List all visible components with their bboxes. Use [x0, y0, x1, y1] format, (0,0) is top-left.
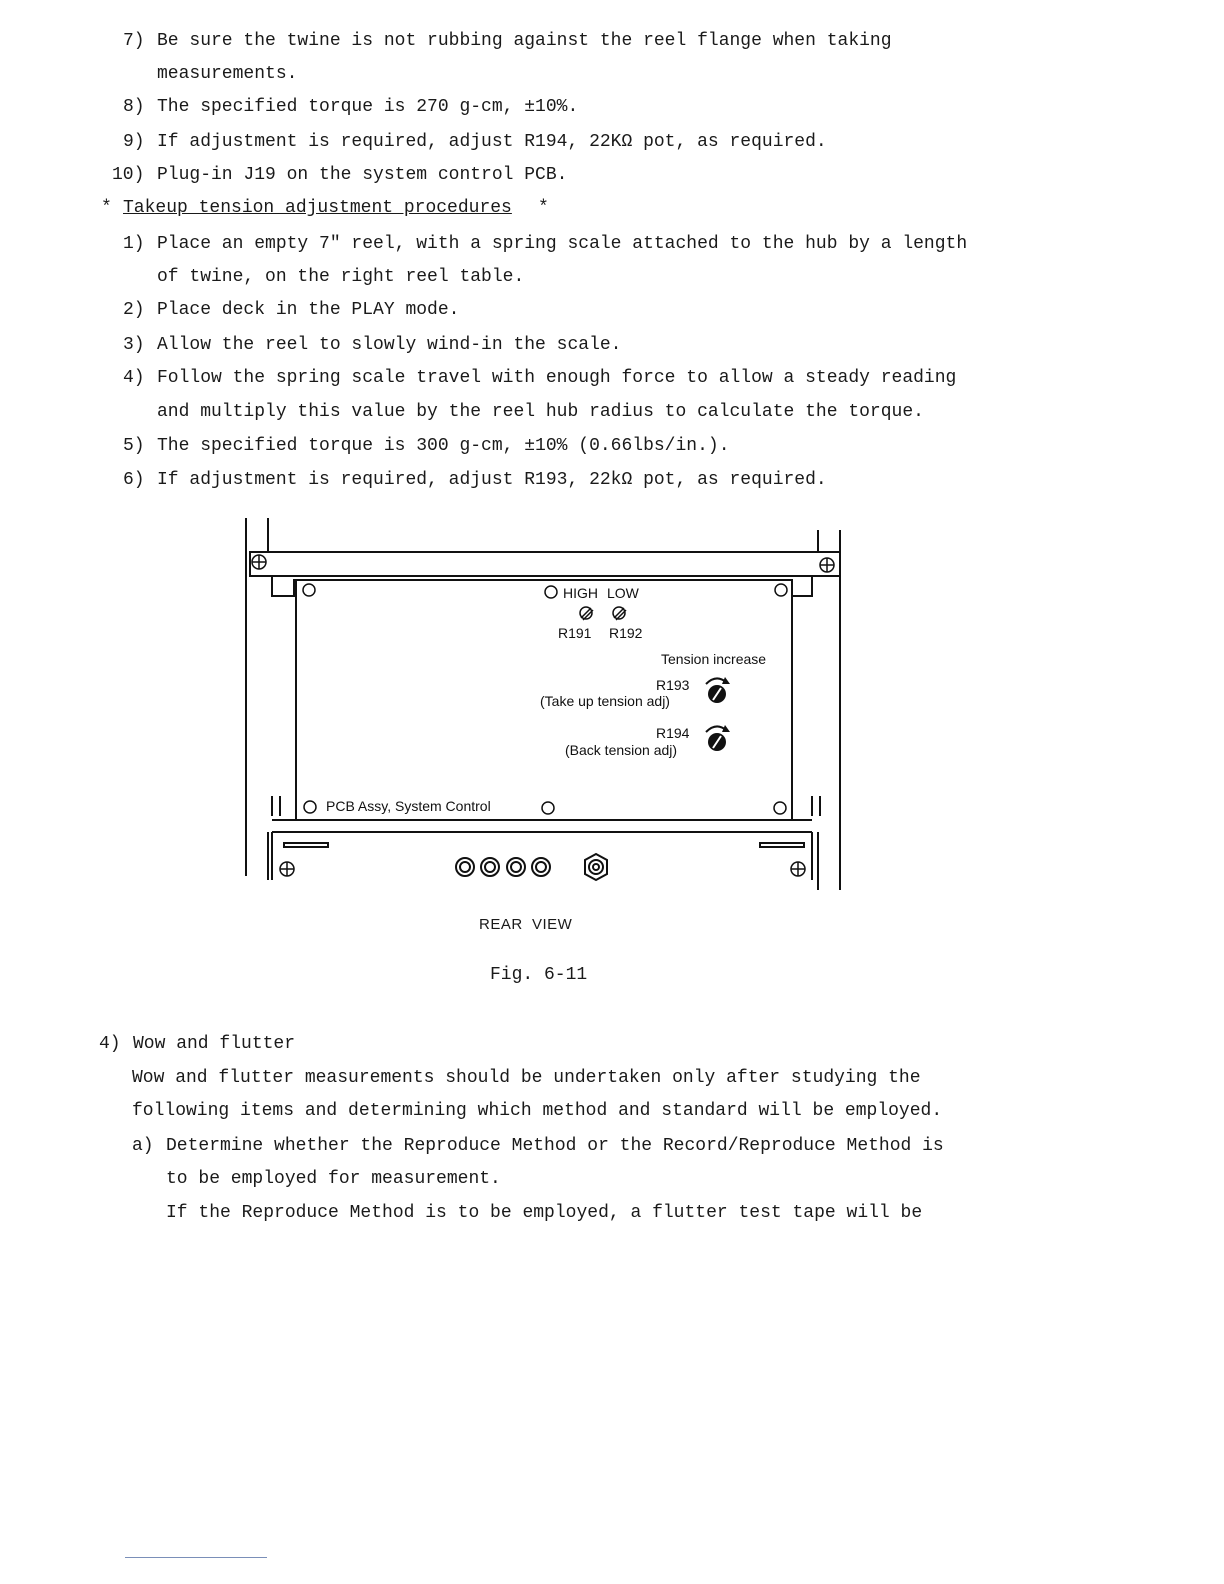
step-text: and multiply this value by the reel hub radius to calculate the torque.: [157, 402, 924, 422]
hole-icon: [545, 586, 557, 598]
r191-label: R191: [558, 625, 592, 641]
jack-icon: [507, 858, 525, 876]
footnote-rule: [125, 1557, 267, 1558]
rear-view-caption: REAR VIEW: [479, 916, 573, 933]
item-line: Determine whether the Reproduce Method or the Record/Reproduce Method is: [166, 1136, 944, 1156]
knob-r194-icon: [706, 725, 730, 751]
figure-caption: Fig. 6-11: [490, 965, 588, 985]
step-number: 7): [123, 31, 145, 51]
heading-bullet-end: *: [538, 198, 549, 218]
step-text: Allow the reel to slowly wind-in the scale.: [157, 335, 622, 355]
step-number: 5): [123, 436, 145, 456]
jack-icon: [481, 858, 499, 876]
left-slot: [284, 843, 328, 847]
connector-icon: [585, 854, 607, 880]
r194-label: R194: [656, 725, 690, 741]
step-text: of twine, on the right reel table.: [157, 267, 525, 287]
pcb-assy-label: PCB Assy, System Control: [326, 798, 491, 814]
trimpot-icons: [580, 607, 626, 620]
step-text: If adjustment is required, adjust R194, 22KΩ pot, as required.: [157, 132, 827, 152]
step-number: 4): [123, 368, 145, 388]
r192-label: R192: [609, 625, 643, 641]
step-number: 8): [123, 97, 145, 117]
paragraph-line: following items and determining which method and standard will be employed.: [132, 1101, 943, 1121]
item-line: If the Reproduce Method is to be employed, a flutter test tape will be: [166, 1203, 923, 1223]
r193-label: R193: [656, 677, 690, 693]
screw-icons: [252, 555, 834, 876]
step-number: 2): [123, 300, 145, 320]
tension-increase-label: Tension increase: [661, 651, 767, 667]
screw-top-right-icon: [820, 558, 834, 572]
step-text: The specified torque is 270 g-cm, ±10%.: [157, 97, 579, 117]
paragraph-line: Wow and flutter measurements should be undertaken only after studying the: [132, 1068, 921, 1088]
section-title: Wow and flutter: [133, 1034, 296, 1054]
hole-icon: [774, 802, 786, 814]
jack-icon: [532, 858, 550, 876]
step-text: Place deck in the PLAY mode.: [157, 300, 460, 320]
step-text: The specified torque is 300 g-cm, ±10% (0.66lbs/in.).: [157, 436, 730, 456]
step-number: 1): [123, 234, 145, 254]
trimpot-r192-icon: [613, 607, 626, 620]
step-text: Follow the spring scale travel with enough force to allow a steady reading: [157, 368, 957, 388]
jack-icon: [456, 858, 474, 876]
section-heading: Takeup tension adjustment procedures: [123, 198, 512, 218]
heading-bullet: *: [101, 198, 112, 218]
right-slot: [760, 843, 804, 847]
hole-icon: [304, 801, 316, 813]
item-line: to be employed for measurement.: [166, 1169, 501, 1189]
r194-description: (Back tension adj): [565, 742, 678, 758]
rear-view-diagram: [0, 510, 1224, 910]
step-text: Be sure the twine is not rubbing against the reel flange when taking: [157, 31, 892, 51]
step-number: 9): [123, 132, 145, 152]
connector-jacks: [456, 854, 607, 880]
step-text: Plug-in J19 on the system control PCB.: [157, 165, 568, 185]
screw-top-left-icon: [252, 555, 266, 569]
item-number: a): [132, 1136, 154, 1156]
screw-bottom-right-icon: [791, 862, 805, 876]
step-number: 3): [123, 335, 145, 355]
hole-icon: [775, 584, 787, 596]
r193-description: (Take up tension adj): [540, 693, 670, 709]
trimpot-r191-icon: [580, 607, 593, 620]
step-text: If adjustment is required, adjust R193, 22kΩ pot, as required.: [157, 470, 827, 490]
step-text: measurements.: [157, 64, 298, 84]
step-number: 10): [112, 165, 145, 185]
low-label: LOW: [607, 585, 639, 601]
screw-bottom-left-icon: [280, 862, 294, 876]
hole-icon: [542, 802, 554, 814]
top-bracket: [250, 552, 840, 576]
hole-icon: [303, 584, 315, 596]
high-label: HIGH: [563, 585, 598, 601]
knob-r193-icon: [706, 677, 730, 703]
section-number: 4): [99, 1034, 121, 1054]
step-number: 6): [123, 470, 145, 490]
step-text: Place an empty 7" reel, with a spring scale attached to the hub by a length: [157, 234, 968, 254]
